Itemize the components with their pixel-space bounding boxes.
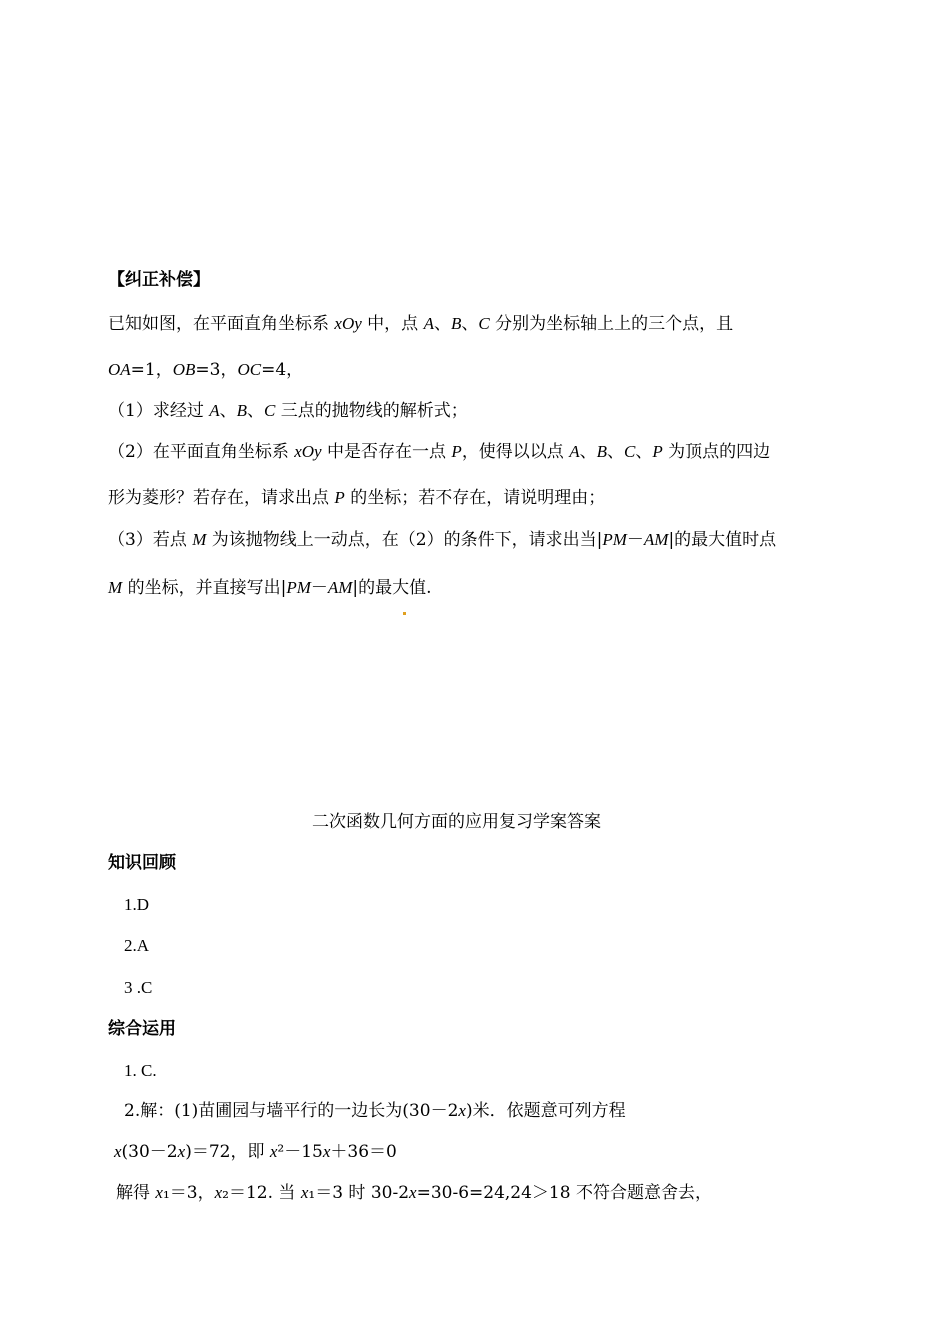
practice-item-2-line-2: x(30－2x)＝72，即 x²－15x＋36＝0: [114, 1142, 397, 1162]
practice-item-2-line-1: 2.解：(1)苗圃园与墙平行的一边长为(30－2x)米．依题意可列方程: [124, 1101, 626, 1121]
practice-heading: 综合运用: [108, 1019, 176, 1039]
stray-mark: [403, 612, 406, 615]
question-2-line-1: （2）在平面直角坐标系 xOy 中是否存在一点 P，使得以以点 A、B、C、P 为顶点的四边: [108, 442, 771, 462]
review-item-1: 1.D: [124, 895, 150, 914]
intro-line-2: OA=1，OB=3，OC=4，: [108, 360, 304, 380]
answers-title: 二次函数几何方面的应用复习学案答案: [312, 812, 601, 832]
review-heading: 知识回顾: [108, 853, 176, 873]
review-item-3: 3 .C: [124, 978, 153, 997]
question-1: （1）求经过 A、B、C 三点的抛物线的解析式；: [108, 401, 468, 421]
question-3-line-1: （3）若点 M 为该抛物线上一动点，在（2）的条件下，请求出当|PM－AM|的最大值时点: [108, 530, 777, 550]
review-item-2: 2.A: [124, 936, 150, 955]
intro-line-1: 已知如图，在平面直角坐标系 xOy 中，点 A、B、C 分别为坐标轴上上的三个点，且: [108, 314, 734, 334]
practice-item-2-line-3: 解得 x₁＝3，x₂＝12. 当 x₁＝3 时 30-2x=30-6=24,24＞18 不符合题意舍去，: [116, 1183, 712, 1203]
question-3-line-2: M 的坐标，并直接写出|PM－AM|的最大值.: [108, 578, 432, 598]
question-2-line-2: 形为菱形？若存在，请求出点 P 的坐标；若不存在，请说明理由；: [108, 488, 606, 508]
correction-heading: 【纠正补偿】: [108, 270, 210, 290]
practice-item-1: 1. C.: [124, 1061, 157, 1080]
